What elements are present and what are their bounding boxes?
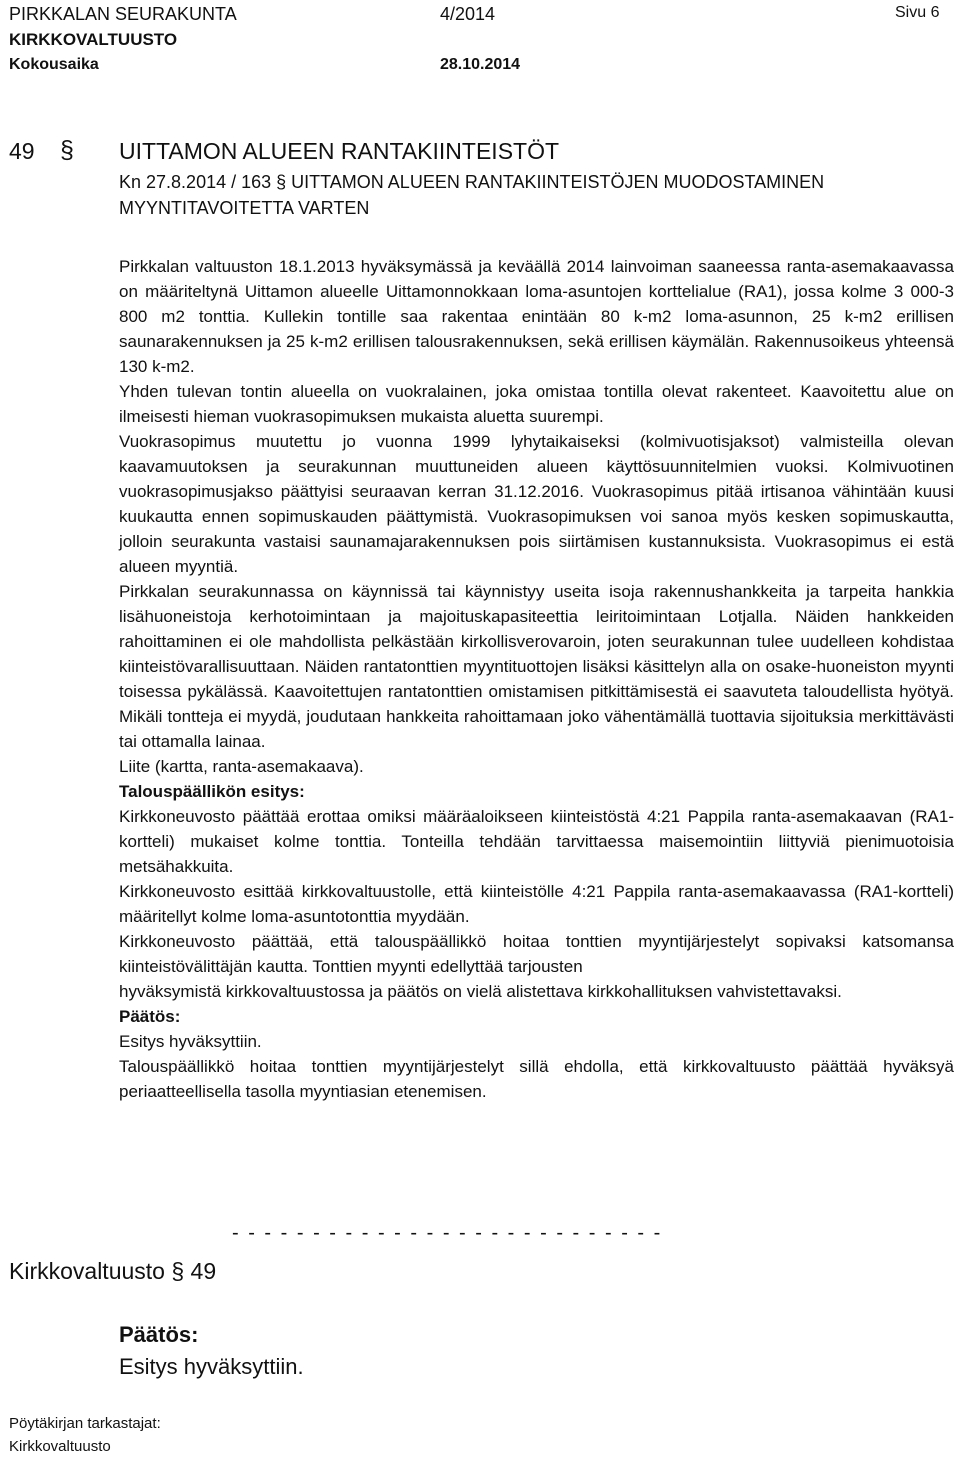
section-number: 49 — [9, 138, 35, 164]
section-heading: UITTAMON ALUEEN RANTAKIINTEISTÖT — [119, 138, 560, 164]
separator-line: - - - - - - - - - - - - - - - - - - - - - - - - - - - — [232, 1222, 663, 1244]
proposal-paragraph: Kirkkoneuvosto päättää erottaa omiksi määräaloikseen kiinteistöstä 4:21 Pappila ranta-asemakaavan (RA1-kortteli) mukaiset kolme tonttia. Tonteilla tehdään tarvittaessa maisemointiin liittyviä pienimuotoisia metsähakkuita. — [119, 807, 954, 876]
decision-heading: Päätös: — [119, 1007, 181, 1026]
org-name: PIRKKALAN SEURAKUNTA — [9, 4, 237, 24]
body-paragraph: Pirkkalan seurakunnassa on käynnissä tai käynnistyy useita isoja rakennushankkeita ja tarpeita hankkia lisähuoneistoja kerhotoimintaan ja majoituskapasiteettia leiritoimintaan Lotjalla. Näiden hankkeiden rahoittaminen ei ole mahdollista pelkästään kirkollisverovaroin, joten seurakunnan tulee uudelleen kohdistaa kiinteistövarallisuuttaan. Näiden rantatonttien myyntituottojen lisäksi käsittelyn alla on osake-huoneiston myynti toisessa pykälässä. Kaavoitettujen rantatonttien omistamisen pitkittämisestä ei saavuteta taloudellista hyötyä. Mikäli tontteja ei myydä, joudutaan hankkeita rahoittamaan joko vähentämällä tuottavia sijoituksia merkittävästi tai ottamalla lainaa. — [119, 582, 954, 751]
body-paragraph: Yhden tulevan tontin alueella on vuokralainen, joka omistaa tontilla olevat rakenteet. Kaavoitettu alue on ilmeisesti hieman vuokrasopimuksen mukaista aluetta suurempi. — [119, 382, 954, 426]
body-paragraph: Pirkkalan valtuuston 18.1.2013 hyväksymässä ja keväällä 2014 lainvoiman saaneessa ranta-asemakaavassa on määriteltynä Uittamon alueelle Uittamonnokkaan loma-asuntojen korttelialue (RA1), jossa kolme 3 000-3 800 m2 tonttia. Kullekin tontille saa rakentaa enintään 80 k-m2 loma-asunnon, 25 k-m2 erillisen saunarakennuksen ja 25 k-m2 erillisen talousrakennuksen, sekä erillisen käymälän. Rakennusoikeus yhteensä 130 k-m2. — [119, 257, 954, 376]
proposal-paragraph: hyväksymistä kirkkovaltuustossa ja päätös on vielä alistettava kirkkohallituksen vahvistettavaksi. — [119, 982, 842, 1001]
reference-line-1: Kn 27.8.2014 / 163 § UITTAMON ALUEEN RANTAKIINTEISTÖJEN MUODOSTAMINEN — [119, 172, 825, 192]
decision-paragraph: Talouspäällikkö hoitaa tonttien myyntijärjestelyt sillä ehdolla, että kirkkovaltuusto päättää hyväksyä periaatteellisella tasolla myyntiasian etenemisen. — [119, 1057, 954, 1101]
document-body — [119, 254, 954, 1104]
proposal-heading: Talouspäällikön esitys: — [119, 782, 305, 801]
meeting-date: 28.10.2014 — [440, 56, 521, 73]
body-name: KIRKKOVALTUUSTO — [9, 30, 178, 49]
proposal-paragraph: Kirkkoneuvosto esittää kirkkovaltuustolle, että kiinteistölle 4:21 Pappila ranta-asemakaavassa (RA1-kortteli) määritellyt kolme loma-asuntotonttia myydään. — [119, 882, 954, 926]
attachment-note: Liite (kartta, ranta-asemakaava). — [119, 757, 364, 776]
decision-paragraph: Esitys hyväksyttiin. — [119, 1032, 262, 1051]
reviewers-label: Pöytäkirjan tarkastajat: — [9, 1415, 161, 1432]
meeting-label: Kokousaika — [9, 56, 99, 73]
page-number: Sivu 6 — [895, 4, 940, 21]
kv-decision-text: Esitys hyväksyttiin. — [119, 1354, 304, 1379]
page-header — [0, 0, 960, 78]
reference-line-2: MYYNTITAVOITETTA VARTEN — [119, 198, 370, 218]
issue-number: 4/2014 — [440, 4, 496, 24]
paragraph-sign: § — [60, 136, 74, 164]
kv-decision-heading: Päätös: — [119, 1322, 199, 1347]
reviewers-body: Kirkkovaltuusto — [9, 1438, 111, 1455]
proposal-paragraph: Kirkkoneuvosto päättää, että talouspäällikkö hoitaa tonttien myyntijärjestelyt sopivaksi katsomansa kiinteistövälittäjän kautta. Tonttien myynti edellyttää tarjousten — [119, 932, 954, 976]
kirkkovaltuusto-section-label: Kirkkovaltuusto § 49 — [9, 1258, 217, 1284]
body-paragraph: Vuokrasopimus muutettu jo vuonna 1999 lyhytaikaiseksi (kolmivuotisjaksot) valmisteilla olevan kaavamuutoksen ja seurakunnan muuttuneiden alueen käyttösuunnitelmien vuoksi. Kolmivuotinen vuokrasopimusjakso päättyisi seuraavan kerran 31.12.2016. Vuokrasopimus pitää irtisanoa vähintään kuusi kuukautta ennen sopimuskauden päättymistä. Vuokrasopimuksen voi sanoa myös kesken sopimuskautta, jolloin seurakunta vastaisi saunamajarakennuksen pois siirtämisen kustannuksista. Vuokrasopimus ei estä alueen myyntiä. — [119, 432, 954, 576]
